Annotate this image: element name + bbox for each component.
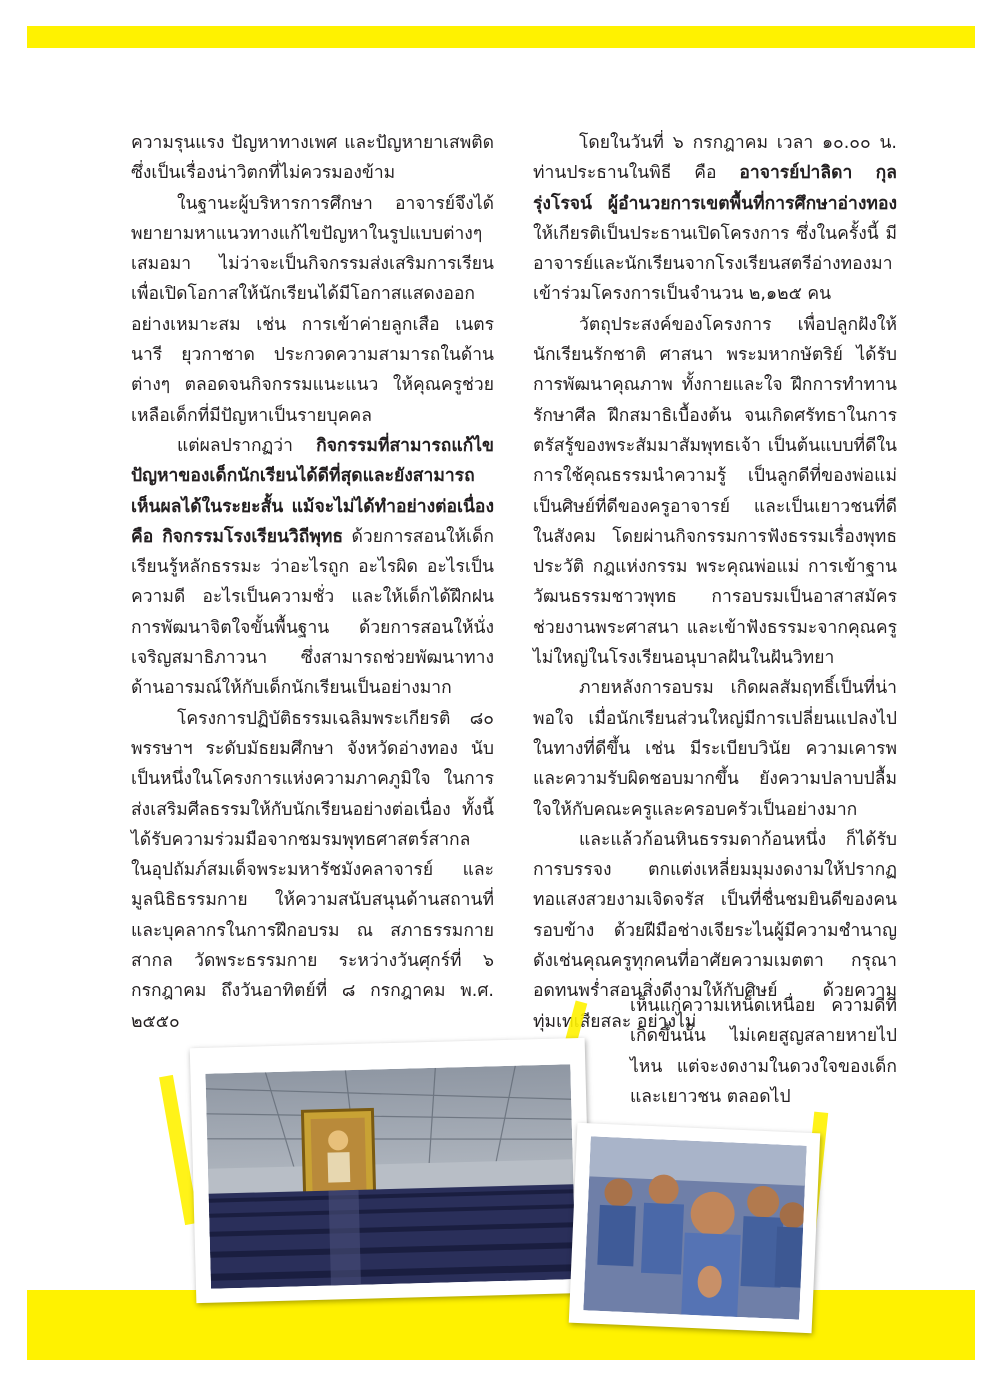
paragraph — [131, 431, 494, 704]
bottom-yellow-band — [27, 1290, 975, 1360]
paragraph: วัตถุประสงค์ของโครงการ เพื่อปลูกฝังให้นักเรียนรักชาติ ศาสนา พระมหากษัตริย์ ได้รับการพัฒนาคุณภาพ ทั้งกายและใจ ฝึกการทำทาน รักษาศีล ฝึกสมาธิเบื้องต้น จนเกิดศรัทธาในการตรัสรู้ของพระสัมมาสัมพุทธเจ้า เป็นต้นแบบที่ดีในการใช้คุณธรรมนำความรู้ เป็นลูกดีที่ของพ่อแม่ เป็นศิษย์ที่ดีของครูอาจารย์ และเป็นเยาวชนที่ดีในสังคม โดยผ่านกิจกรรมการฟังธรรมเรื่องพุทธประวัติ กฎแห่งกรรม พระคุณพ่อแม่ การเข้าฐานวัฒนธรรมชาวพุทธ การอบรมเป็นอาสาสมัครช่วยงานพระศาสนา และเข้าฟังธรรมะจากคุณครูไม่ใหญ่ในโรงเรียนอนุบาลฝันในฝันวิทยา — [533, 314, 897, 669]
paragraph-text: ด้วยการสอนให้เด็กเรียนรู้หลักธรรมะ ว่าอะไรถูก อะไรผิด อะไรเป็นความดี อะไรเป็นความชั่ว และให้เด็กได้ฝึกฝนการพัฒนาจิตใจขั้นพื้นฐาน ด้วยการสอนให้นั่งเจริญสมาธิภาวนา ซึ่งสามารถช่วยพัฒนาทางด้านอารมณ์ให้กับเด็กนักเรียนเป็นอย่างมาก — [131, 526, 494, 699]
paragraph: โครงการปฏิบัติธรรมเฉลิมพระเกียรติ ๘๐ พรรษาฯ ระดับมัธยมศึกษา จังหวัดอ่างทอง นับเป็นหนึ่งในโครงการแห่งความภาคภูมิใจ ในการส่งเสริมศีลธรรมให้กับนักเรียนอย่างต่อเนื่อง ทั้งนี้ได้รับความร่วมมือจากชมรมพุทธศาสตร์สากล ในอุปถัมภ์สมเด็จพระมหารัชมังคลาจารย์ และมูลนิธิธรรมกาย ให้ความสนับสนุนด้านสถานที่และบุคลากรในการฝึกอบรม ณ สภาธรรมกายสากล วัดพระธรรมกาย ระหว่างวันศุกร์ที่ ๖ กรกฎาคม ถึงวันอาทิตย์ที่ ๘ กรกฎาคม พ.ศ. ๒๕๕๐ — [131, 708, 494, 1032]
paragraph: เห็นแก่ความเหน็ดเหนื่อย ความดีที่เกิดขึ้นนั้น ไม่เคยสูญสลายหายไปไหน แต่จะงดงามในดวงใจของเด็กและเยาวชน ตลอดไป — [630, 996, 897, 1107]
right-text-tail — [630, 991, 897, 1112]
paragraph-text: ให้เกียรติเป็นประธานเปิดโครงการ ซึ่งในครั้งนี้ มีอาจารย์และนักเรียนจากโรงเรียนสตรีอ่างทองมาเข้าร่วมโครงการเป็นจำนวน ๒,๑๒๕ คน — [533, 223, 897, 305]
photo-meditation-hall — [190, 1038, 592, 1303]
paragraph: ความรุนแรง ปัญหาทางเพศ และปัญหายาเสพติด ซึ่งเป็นเรื่องน่าวิตกที่ไม่ควรมองข้าม — [131, 133, 494, 184]
paragraph: ในฐานะผู้บริหารการศึกษา อาจารย์จึงได้พยายามหาแนวทางแก้ไขปัญหาในรูปแบบต่างๆ เสมอมา ไม่ว่าจะเป็นกิจกรรมส่งเสริมการเรียน เพื่อเปิดโอกาสให้นักเรียนได้มีโอกาสแสดงออกอย่างเหมาะสม เช่น การเข้าค่ายลูกเสือ เนตรนารี ยุวกาชาด ประกวดความสามารถในด้านต่างๆ ตลอดจนกิจกรรมแนะแนว ให้คุณครูช่วยเหลือเด็กที่มีปัญหาเป็นรายบุคคล — [131, 193, 494, 426]
paragraph: และแล้วก้อนหินธรรมดาก้อนหนึ่ง ก็ได้รับการบรรจง ตกแต่งเหลี่ยมมุมงดงามให้ปรากฏ ทอแสงสวยงามเจิดจรัส เป็นที่ชื่นชมยินดีของคนรอบข้าง ด้วยฝีมือช่างเจียระไนผู้มีความชำนาญ ดังเช่นคุณครูทุกคนที่อาศัยความเมตตา กรุณา อดทนพร่ำสอนสิ่งดีงามให้กับศิษย์ ด้วยความทุ่มเทเสียสละ อย่างไม่ — [533, 829, 897, 1032]
paragraph-text: แต่ผลปรากฏว่า — [177, 435, 317, 456]
paragraph: ภายหลังการอบรม เกิดผลสัมฤทธิ์เป็นที่น่าพอใจ เมื่อนักเรียนส่วนใหญ่มีการเปลี่ยนแปลงไปในทางที่ดีขึ้น เช่น มีระเบียบวินัย ความเคารพ และความรับผิดชอบมากขึ้น ยังความปลาบปลื้มใจให้กับคณะครูและครอบครัวเป็นอย่างมาก — [533, 678, 897, 820]
highlighted-text: อาจารย์ปาลิดา กุลรุ่งโรจน์ ผู้อำนวยการเขตพื้นที่การศึกษาอ่างทอง — [533, 163, 897, 214]
top-yellow-band — [27, 26, 975, 48]
right-text-column — [533, 128, 897, 1037]
left-text-column — [131, 128, 494, 1037]
highlighted-text: กิจกรรมที่สามารถแก้ไขปัญหาของเด็กนักเรียนได้ดีที่สุดและยังสามารถเห็นผลได้ในระยะสั้น แม้จะไม่ได้ทำอย่างต่อเนื่อง คือ กิจกรรมโรงเรียนวิถีพุทธ — [131, 435, 494, 547]
photo-students-praying — [569, 1123, 820, 1333]
paragraph-text: โดยในวันที่ ๖ กรกฎาคม เวลา ๑๐.๐๐ น. ท่านประธานในพิธี คือ — [533, 133, 897, 184]
paragraph — [533, 128, 897, 310]
photo-meditation-hall-image — [205, 1064, 576, 1288]
photo-students-praying-image — [583, 1136, 806, 1319]
